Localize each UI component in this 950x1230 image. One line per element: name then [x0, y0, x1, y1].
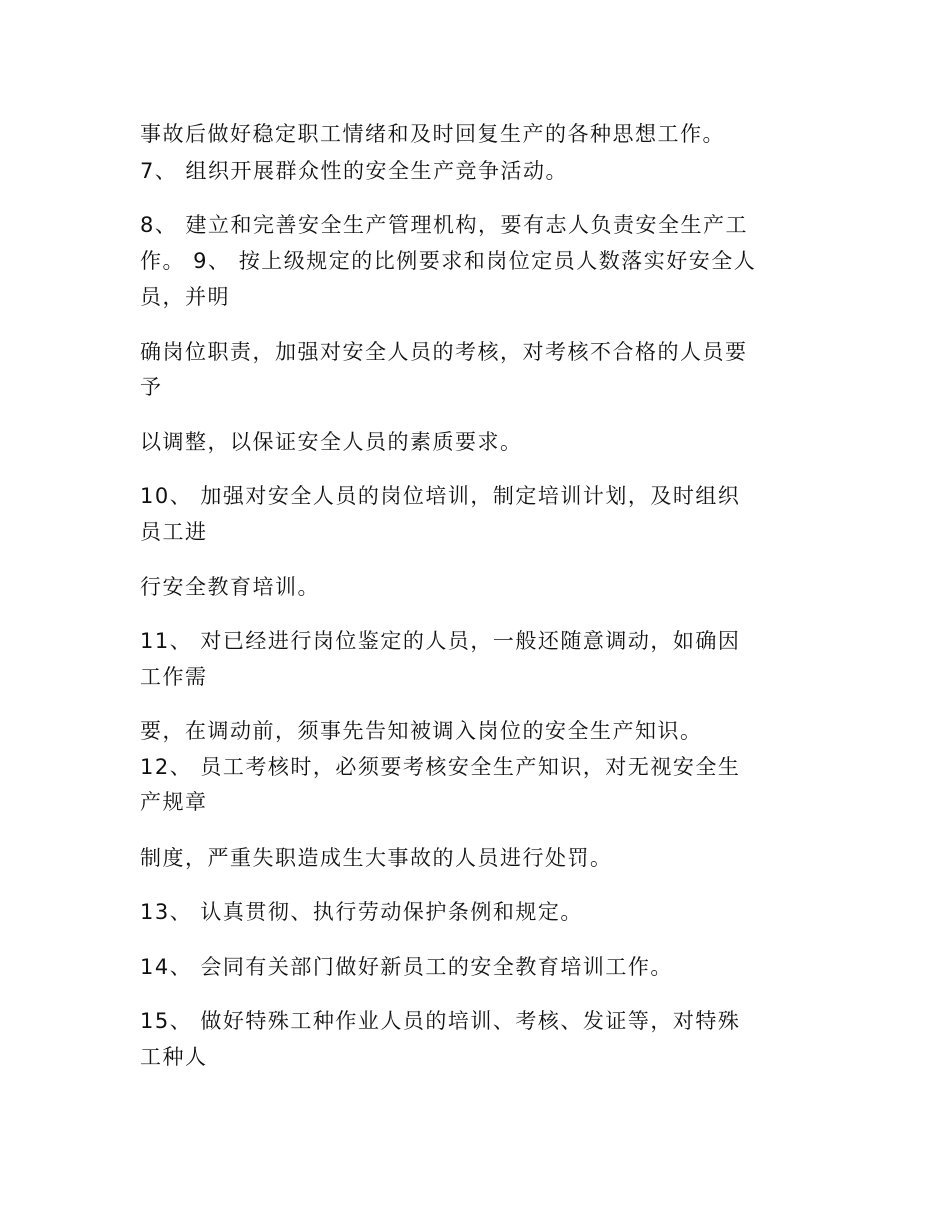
text-line: 11、 对已经进行岗位鉴定的人员，一般还随意调动，如确因	[140, 629, 741, 653]
text-line: 7、 组织开展群众性的安全生产竞争活动。	[140, 159, 569, 183]
text-line: 14、 会同有关部门做好新员工的安全教育培训工作。	[140, 955, 673, 979]
text-line: 作。 9、 按上级规定的比例要求和岗位定员人数落实好安全人	[140, 249, 757, 273]
text-line: 要，在调动前，须事先告知被调入岗位的安全生产知识。	[140, 719, 703, 743]
text-line: 行安全教育培训。	[140, 575, 320, 599]
text-line: 制度，严重失职造成生大事故的人员进行处罚。	[140, 846, 613, 870]
text-line: 产规章	[140, 790, 208, 814]
text-line: 15、 做好特殊工种作业人员的培训、考核、发证等，对特殊	[140, 1009, 741, 1033]
text-line: 以调整，以保证安全人员的素质要求。	[140, 430, 523, 454]
text-line: 工种人	[140, 1045, 208, 1069]
text-line: 工作需	[140, 665, 208, 689]
text-line: 确岗位职责，加强对安全人员的考核，对考核不合格的人员要	[140, 340, 748, 364]
text-line: 事故后做好稳定职工情绪和及时回复生产的各种思想工作。	[140, 122, 725, 146]
text-line: 予	[140, 375, 163, 399]
text-line: 员工进	[140, 520, 208, 544]
text-line: 13、 认真贯彻、执行劳动保护条例和规定。	[140, 900, 583, 924]
text-line: 8、 建立和完善安全生产管理机构，要有志人负责安全生产工	[140, 213, 749, 237]
text-line: 员，并明	[140, 285, 230, 309]
text-line: 12、 员工考核时，必须要考核安全生产知识，对无视安全生	[140, 755, 741, 779]
text-line: 10、 加强对安全人员的岗位培训，制定培训计划，及时组织	[140, 484, 741, 508]
